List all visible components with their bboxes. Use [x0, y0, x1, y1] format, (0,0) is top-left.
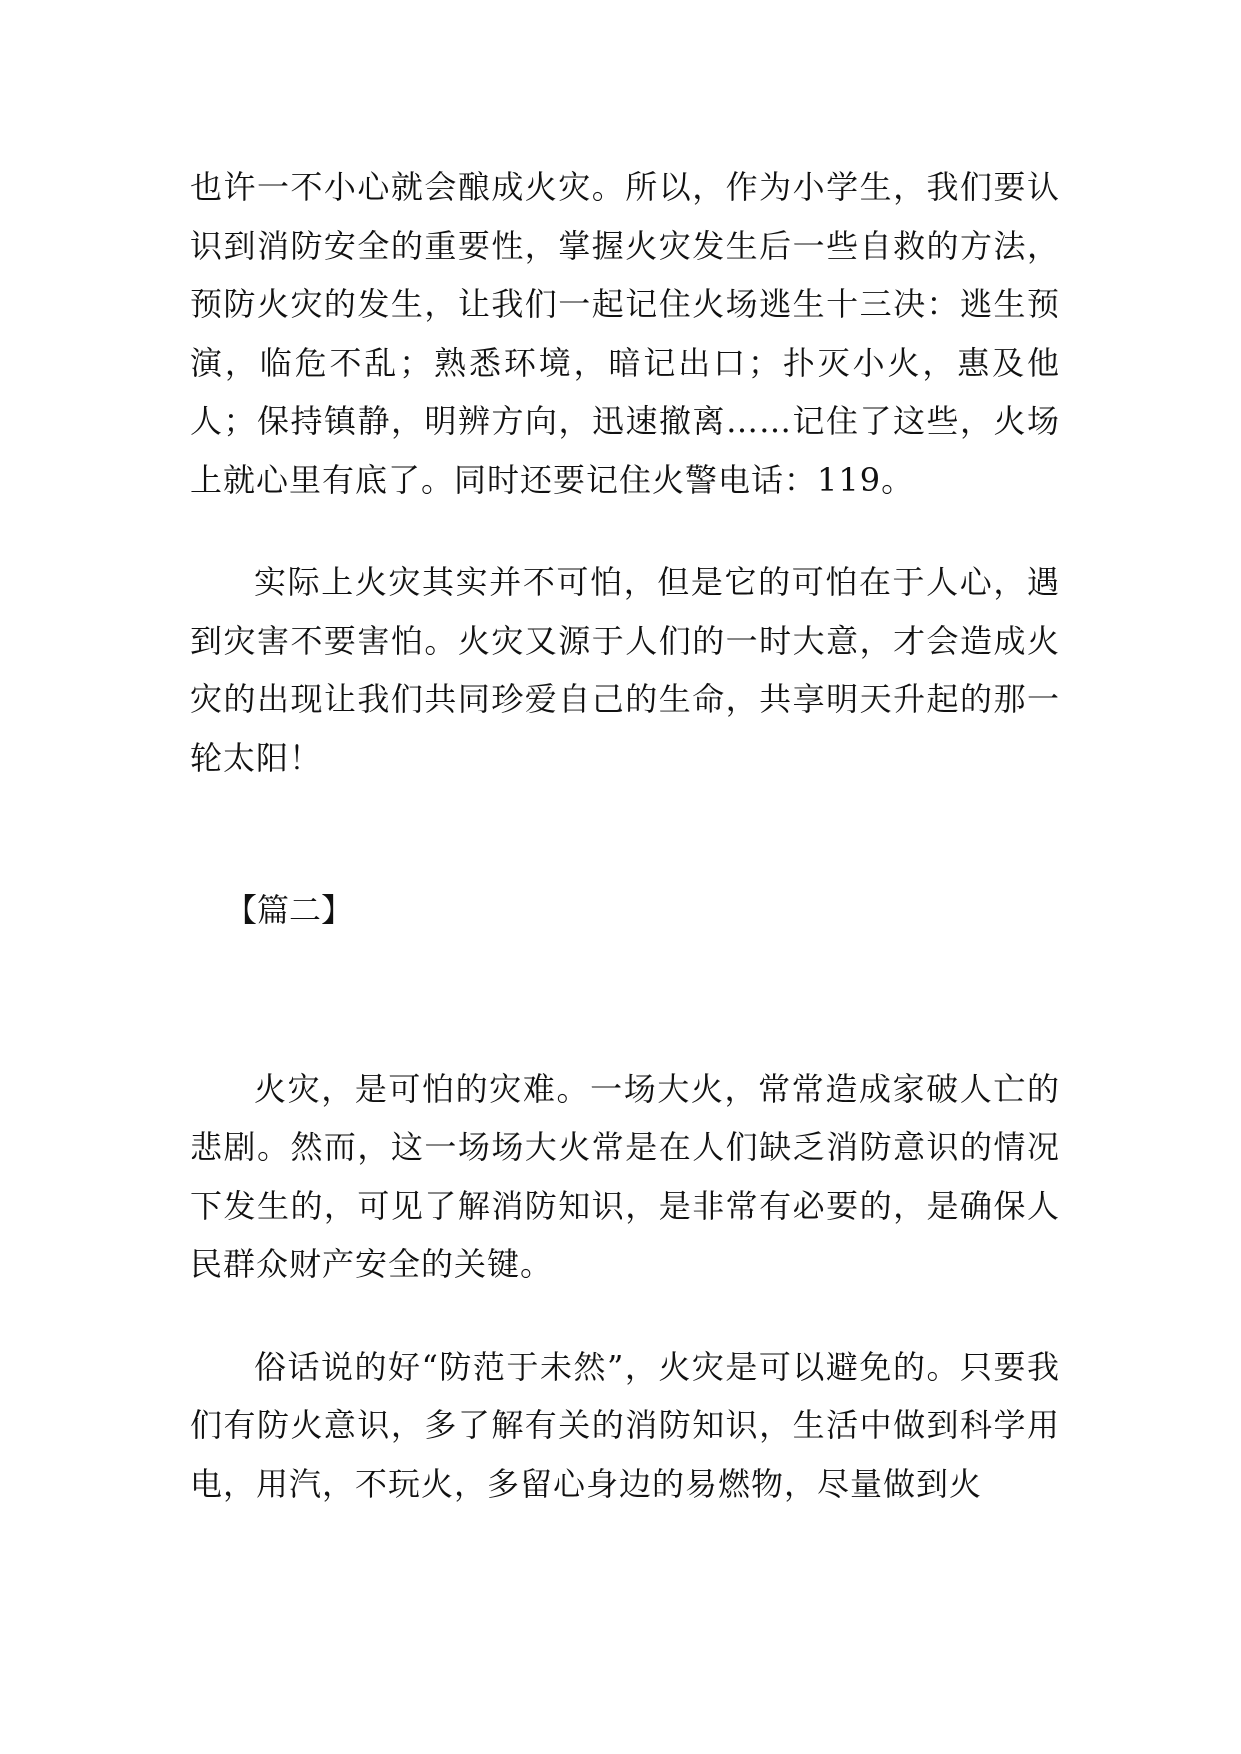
- paragraph-prevention: 俗话说的好“防范于未然”，火灾是可以避免的。只要我们有防火意识，多了解有关的消防知识，生活中做到科学用电，用汽，不玩火，多留心身边的易燃物，尽量做到火: [190, 1347, 1060, 1503]
- section-heading: 【篇二】: [225, 891, 354, 929]
- paragraph-fire-disaster: 火灾，是可怕的灾难。一场大火，常常造成家破人亡的悲剧。然而，这一场场大火常是在人们缺乏消防意识的情况下发生的，可见了解消防知识，是非常有必要的，是确保人民群众财产安全的关键。: [190, 1069, 1060, 1283]
- paragraph-fire-not-scary: 实际上火灾其实并不可怕，但是它的可怕在于人心，遇到灾害不要害怕。火灾又源于人们的一时大意，才会造成火灾的出现让我们共同珍爱自己的生命，共享明天升起的那一轮太阳！: [190, 563, 1060, 777]
- paragraph-fire-escape-tips: 也许一不小心就会酿成火灾。所以，作为小学生，我们要认识到消防安全的重要性，掌握火灾发生后一些自救的方法，预防火灾的发生，让我们一起记住火场逃生十三决：逃生预演，临危不乱；熟悉环境，暗记出口；扑灭小火，惠及他人；保持镇静，明辨方向，迅速撤离……记住了这些，火场上就心里有底了。同时还要记住火警电话：119。: [190, 168, 1060, 499]
- document-page: [190, 158, 1060, 1513]
